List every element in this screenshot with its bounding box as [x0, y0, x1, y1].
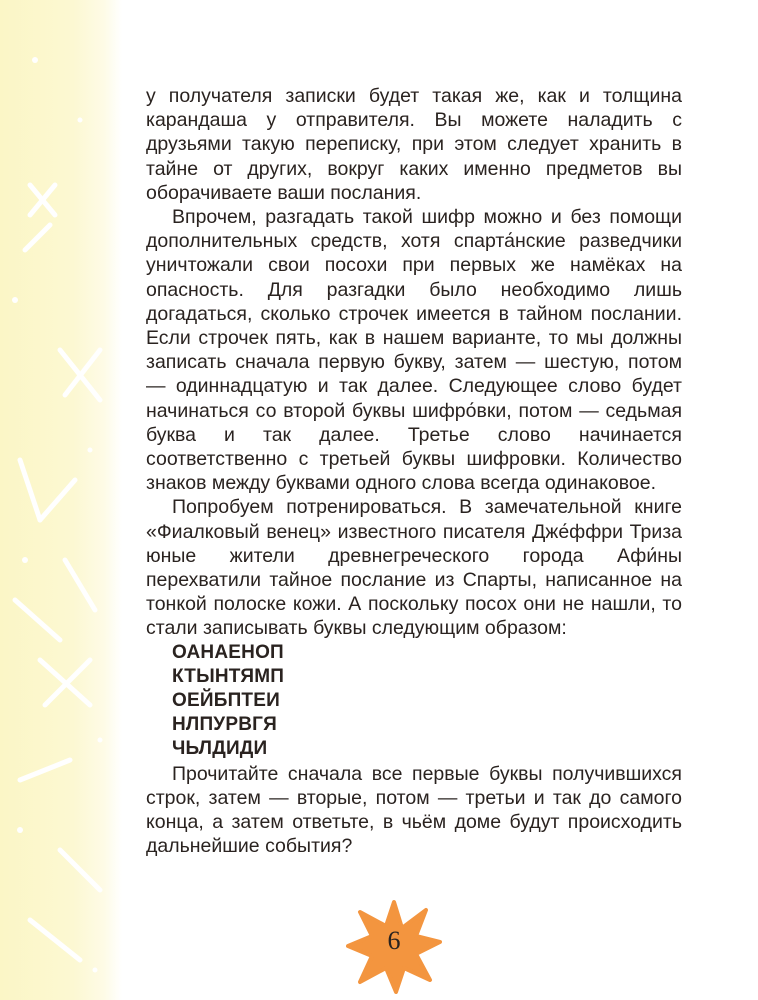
closing-paragraph: Прочитайте сначала все первые буквы получившихся строк, затем — вторые, потом — третьи и так до самого конца, а затем ответьте, в чьём доме будут происходить дальнейшие события?: [146, 762, 682, 858]
constellation-pattern: [0, 0, 122, 1000]
page-number: 6: [387, 926, 401, 955]
cipher-line: ОЕЙБПТЕИ: [172, 690, 280, 712]
paragraph-2: Впрочем, разгадать такой шифр можно и без помощи дополнительных средств, хотя спарта́нские разведчики уничтожали свои посохи при первых же намёках на опасность. Для разгадки было необходимо лишь догадаться, сколько строчек имеется в тайном послании. Если строчек пять, как в нашем варианте, то мы должны записать сначала первую букву, затем — шестую, потом — одиннадцатую и так далее. Следующее слово будет начинаться со второй буквы шифро́вки, потом — седьмая буква и так далее. Третье слово начинается соответственно с третьей буквы шифровки. Количество знаков между буквами одного слова всегда одинаковое.: [146, 206, 682, 495]
cipher-line: ЧЬЛДИДИ: [172, 738, 268, 760]
paragraph-1: у получателя записки будет такая же, как и толщина карандаша у отправителя. Вы можете наладить с друзьями такую переписку, при этом следует хранить в тайне от других, вокруг каких именно предметов вы оборачиваете ваши послания.: [146, 85, 682, 204]
page-text: [146, 84, 682, 859]
cipher-line: ОАНАЕНОП: [172, 641, 284, 663]
paragraph-3: Попробуем потренироваться. В замечательной книге «Фиалковый венец» известного писателя Дже́ффри Триза юные жители древнегреческого города Афи́ны перехватили тайное послание из Спарты, написанное на тонкой полоске кожи. А поскольку посох они не нашли, то стали записывать буквы следующим образом:: [146, 496, 682, 640]
cipher-line: НЛПУРВГЯ: [172, 714, 277, 736]
decorative-side-strip: [0, 0, 122, 1000]
cipher-line: КТЫНТЯМП: [172, 665, 285, 687]
page-number-badge: [346, 898, 442, 994]
cipher-block: [146, 641, 682, 762]
